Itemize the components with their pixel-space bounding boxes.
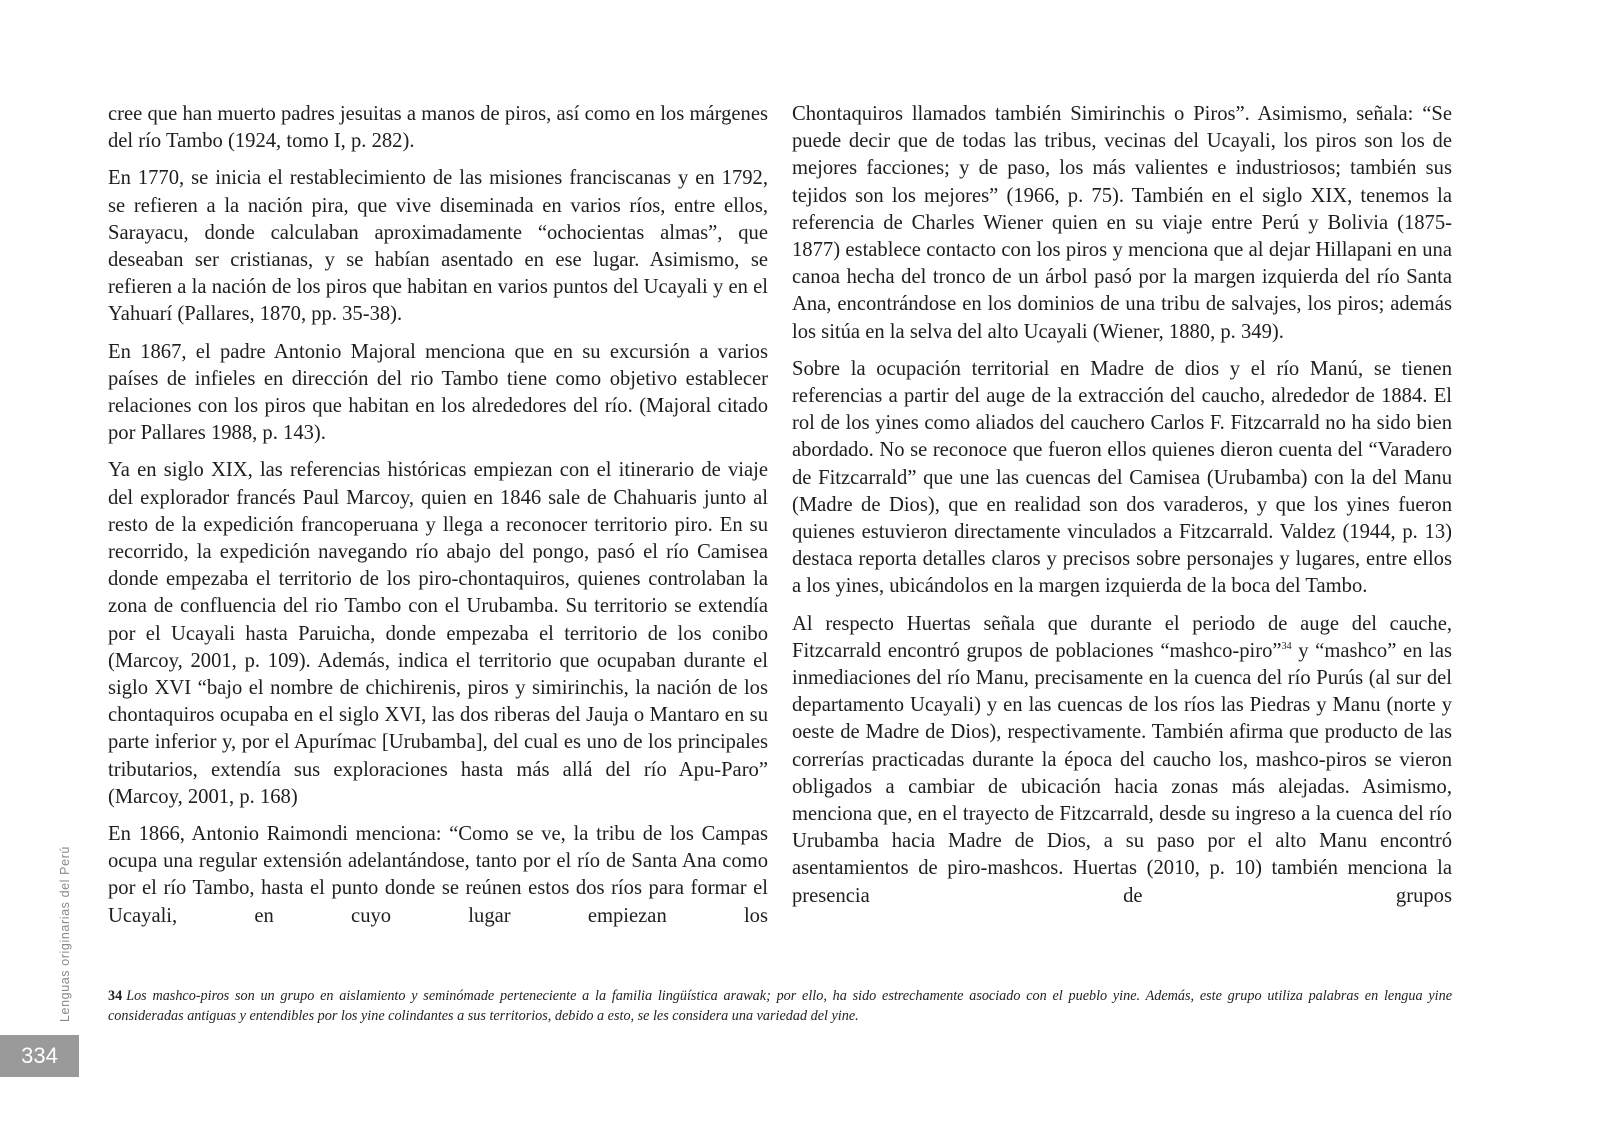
paragraph: En 1867, el padre Antonio Majoral menciona que en su excursión a varios países de infieles en dirección del rio Tambo tiene como objetivo establecer relaciones con los piros que habitan en los alrededores del río. (Majoral citado por Pallares 1988, p. 143). — [108, 340, 768, 445]
footnote-number: 34 — [108, 988, 123, 1004]
paragraph: Chontaquiros llamados también Simirinchis o Piros”. Asimismo, señala: “Se puede decir que de todas las tribus, vecinas del Ucayali, los piros son los de mejores facciones; y de paso, los más valientes e industriosos; también sus tejidos son los mejores” (1966, p. 75). También en el siglo XIX, tenemos la referencia de Charles Wiener quien en su viaje entre Perú y Bolivia (1875-1877) establece contacto con los piros y menciona que al dejar Hillapani en una canoa hecha del tronco de un árbol pasó por la margen izquierda del río Santa Ana, encontrándose en los dominios de una tribu de salvajes, los piros; además los sitúa en la selva del alto Ucayali (Wiener, 1880, p. 349). — [792, 103, 1452, 343]
paragraph: Ya en siglo XIX, las referencias históricas empiezan con el itinerario de viaje del explorador francés Paul Marcoy, quien en 1846 sale de Chahuaris junto al resto de la expedición francoperuana y llega a reconocer territorio piro. En su recorrido, la expedición navegando río abajo del pongo, pasó el río Camisea donde empezaba el territorio de los piro-chontaquiros, quienes controlaban la zona de confluencia del rio Tambo con el Urubamba. Su territorio se extendía por el Ucayali hasta Paruicha, donde empezaba el territorio de los conibo (Marcoy, 2001, p. 109). Además, indica el territorio que ocupaban durante el siglo XVI “bajo el nombre de chichirenis, piros y simirinchis, la nación de los chontaquiros ocupaba en el siglo XVI, las dos riberas del Jauja o Mantaro en su parte inferior y, por el Apurímac [Urubamba], del cual es uno de los principales tributarios, extendía sus exploraciones hasta más allá del río Apu-Paro” (Marcoy, 2001, p. 168) — [108, 459, 768, 808]
paragraph-text: Al respecto Huertas señala que durante el periodo de auge del cauche, Fitzcarrald encontró grupos de poblaciones “mashco-piro” — [792, 612, 1452, 662]
paragraph-text: y “mashco” en las inmediaciones del río Manu, precisamente en la cuenca del río Purús (al sur del departamento Ucayali) y en las cuencas de los ríos las Piedras y Manu (norte y oeste de Madre de Dios), respectivamente. También afirma que producto de las correrías practicadas durante la época del caucho los, mashco-piros se vieron obligados a cambiar de ubicación hacia zonas más alejadas. Asimismo, menciona que, en el trayecto de Fitzcarrald, desde su ingreso a la cuenca del río Urubamba hacia Madre de Dios, a su paso por el alto Manu encontró asentamientos de piro-mashcos. Huertas (2010, p. 10) también menciona la presencia de grupos — [792, 639, 1452, 907]
paragraph: cree que han muerto padres jesuitas a manos de piros, así como en los márgenes del río Tambo (1924, tomo I, p. 282). — [108, 103, 768, 153]
footnote — [108, 986, 1452, 1026]
left-text-column — [108, 101, 768, 930]
running-side-title: Lenguas originarias del Perú — [58, 846, 72, 1022]
footnote-text: Los mashco-piros son un grupo en aislamiento y seminómade perteneciente a la familia lingüística arawak; por ello, ha sido estrechamente asociado con el pueblo yine. Además, este grupo utiliza palabras en lengua yine consideradas antiguas y entendibles por los yine colindantes a sus territorios, debido a esto, se les considera una variedad del yine. — [108, 988, 1452, 1024]
footnote-reference[interactable]: 34 — [1281, 640, 1292, 652]
paragraph — [792, 611, 1452, 910]
paragraph: En 1770, se inicia el restablecimiento de las misiones franciscanas y en 1792, se refieren a la nación pira, que vive diseminada en varios ríos, entre ellos, Sarayacu, donde calculaban aproximadamente “ochocientas almas”, que deseaban ser cristianas, y se habían asentado en ese lugar. Asimismo, se refieren a la nación de los piros que habitan en varios puntos del Ucayali y en el Yahuarí (Pallares, 1870, pp. 35-38). — [108, 167, 768, 326]
page-number: 334 — [21, 1043, 58, 1068]
paragraph: Sobre la ocupación territorial en Madre de dios y el río Manú, se tienen referencias a partir del auge de la extracción del caucho, alrededor de 1884. El rol de los yines como aliados del cauchero Carlos F. Fitzcarrald no ha sido bien abordado. No se reconoce que fueron ellos quienes dieron cuenta del “Varadero de Fitzcarrald” que une las cuencas del Camisea (Urubamba) con la del Manu (Madre de Dios), que en realidad son dos varaderos, y que los yines fueron quienes estuvieron directamente vinculados a Fitzcarrald. Valdez (1944, p. 13) destaca reporta detalles claros y precisos sobre personajes y lugares, entre ellos a los yines, ubicándolos en la margen izquierda de la boca del Tambo. — [792, 357, 1452, 598]
paragraph: En 1866, Antonio Raimondi menciona: “Como se ve, la tribu de los Campas ocupa una regular extensión adelantándose, tanto por el río de Santa Ana como por el río Tambo, hasta el punto donde se reúnen estos dos ríos para formar el Ucayali, en cuyo lugar empiezan los — [108, 823, 768, 927]
right-text-column — [792, 101, 1452, 910]
page-number-box — [0, 1035, 79, 1077]
